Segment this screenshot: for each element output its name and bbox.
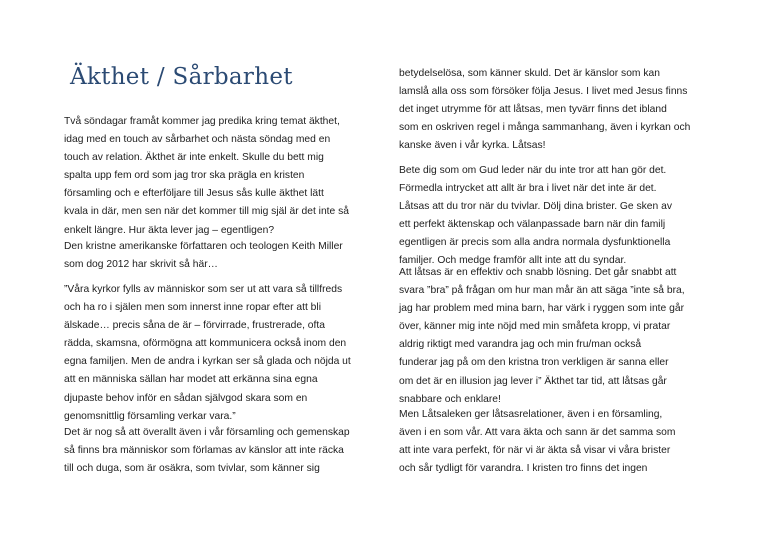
- text-line: enkelt längre. Hur äkta lever jag – egentligen?: [64, 224, 275, 236]
- text-line: genomsnittlig församling verkar vara.”: [64, 410, 236, 422]
- text-line: ett perfekt äktenskap och välanpassade barn när din familj: [399, 219, 666, 231]
- text-line: egna familjen. Men de andra i kyrkan ser så glada och nöjda ut: [64, 356, 351, 368]
- text-line: som en oskriven regel i många sammanhang, även i kyrkan och: [399, 122, 691, 134]
- text-line: Den kristne amerikanske författaren och teologen Keith Miller: [64, 241, 343, 252]
- text-line: Förmedla intrycket att allt är bra i livet när det inte är det.: [399, 183, 657, 195]
- text-line: touch av relation. Äkthet är inte enkelt. Skulle du bett mig: [64, 152, 324, 164]
- text-line: Att låtsas är en effektiv och snabb lösning. Det går snabbt att: [399, 267, 677, 278]
- paragraph-pretend-relations: [399, 406, 675, 478]
- text-line: djupaste behov inför en sådan självgod skara som en: [64, 392, 308, 404]
- paragraph-quick-solution: [399, 264, 685, 409]
- text-line: och sår tydligt för varandra. I kristen tro finns det ingen: [399, 463, 648, 475]
- text-line: ”Våra kyrkor fylls av människor som ser ut att vara så tillfreds: [64, 284, 343, 295]
- paragraph-intro: [64, 113, 349, 240]
- paragraph-quote: [64, 281, 351, 426]
- text-line: Bete dig som om Gud leder när du inte tror att han gör det.: [399, 165, 667, 176]
- text-line: snabbare och enklare!: [399, 393, 501, 405]
- text-line: även i en som vår. Att vara äkta och sann är det samma som: [399, 427, 676, 439]
- text-line: spalta upp fem ord som jag tror ska prägla en kristen: [64, 170, 305, 182]
- text-line: om det är en illusion jag lever i” Äkthet tar tid, att låtsas går: [399, 375, 667, 387]
- text-line: församling och e efterföljare till Jesus sås kulle äkthet lätt: [64, 188, 324, 200]
- text-line: betydelselösa, som känner skuld. Det är känslor som kan: [399, 68, 660, 79]
- paragraph-community: [64, 424, 350, 478]
- text-line: Två söndagar framåt kommer jag predika kring temat äkthet,: [64, 116, 340, 127]
- text-line: funderar jag på om den kristna tron verkligen är sanna eller: [399, 357, 669, 369]
- paragraph-author: [64, 238, 343, 274]
- text-line: älskade… precis såna de är – förvirrade, frustrerade, ofta: [64, 320, 325, 332]
- page-title: Äkthet / Sårbarhet: [70, 64, 293, 90]
- text-line: över, känner mig inte nöjd med min småfeta kropp, vi pratar: [399, 321, 671, 333]
- text-line: jag har problem med mina barn, har värk i ryggen som inte går: [399, 303, 685, 315]
- text-line: till och duga, som är osäkra, som tvivlar, som känner sig: [64, 463, 320, 475]
- text-line: rädda, skamsna, oförmögna att kommunicera också inom den: [64, 338, 347, 350]
- text-line: och ha ro i själen men som innerst inne ropar efter att bli: [64, 302, 321, 314]
- text-line: egentligen är precis som alla andra normala dysfunktionella: [399, 237, 671, 249]
- text-line: kanske även i vår kyrka. Låtsas!: [399, 140, 546, 152]
- text-line: Det är nog så att överallt även i vår församling och gemenskap: [64, 427, 350, 438]
- text-line: att en människa sällan har modet att erkänna sina egna: [64, 374, 318, 386]
- text-line: som dog 2012 har skrivit så här…: [64, 259, 218, 271]
- text-line: familjer. Och medge framför allt inte att du syndar.: [399, 255, 627, 267]
- text-line: Låtsas att du tror när du tvivlar. Dölj dina brister. Ge sken av: [399, 201, 672, 213]
- paragraph-continued: [399, 65, 690, 155]
- text-line: lamslå alla oss som försöker följa Jesus. I livet med Jesus finns: [399, 86, 688, 98]
- text-line: att inte vara perfekt, för när vi är äkta så visar vi våra brister: [399, 445, 671, 457]
- text-line: så finns bra människor som förlamas av känslor att inte räcka: [64, 445, 344, 457]
- paragraph-pretend: [399, 162, 672, 271]
- text-line: svara ”bra” på frågan om hur man mår än att säga ”inte så bra,: [399, 285, 685, 297]
- text-line: kvala in där, men sen när det kommer till mig själ är det inte så: [64, 206, 350, 218]
- text-line: det inget utrymme för att låtsas, men tyvärr finns det ibland: [399, 104, 667, 116]
- text-line: aldrig riktigt med varandra jag och min fru/man också: [399, 339, 642, 351]
- text-line: idag med en touch av sårbarhet och nästa söndag med en: [64, 134, 331, 146]
- text-line: Men Låtsaleken ger låtsasrelationer, även i en församling,: [399, 409, 663, 420]
